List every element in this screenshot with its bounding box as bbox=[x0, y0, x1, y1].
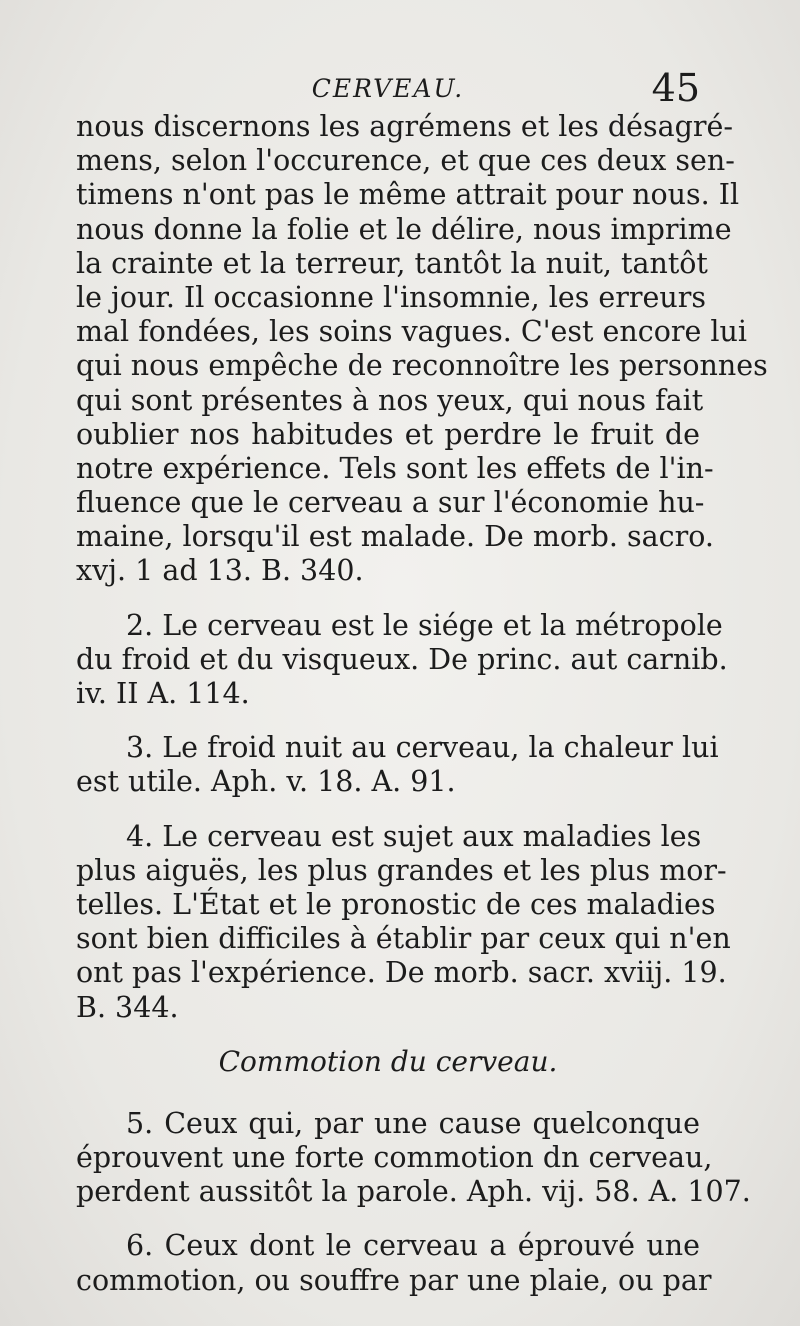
text-line: le jour. Il occasionne l'insomnie, les erreurs bbox=[76, 280, 706, 314]
text-line: fluence que le cerveau a sur l'économie hu- bbox=[76, 486, 705, 520]
text-line: la crainte et la terreur, tantôt la nuit, tantôt bbox=[76, 246, 708, 280]
paragraph-gap bbox=[76, 589, 700, 609]
paragraph-gap bbox=[76, 1079, 700, 1107]
text-line: qui nous empêche de reconnoître les personnes bbox=[76, 349, 768, 383]
paragraph-gap bbox=[76, 711, 700, 731]
text-line: commotion, ou souffre par une plaie, ou par bbox=[76, 1263, 712, 1297]
text-line: notre expérience. Tels sont les effets de l'in- bbox=[76, 451, 714, 485]
text-line: du froid et du visqueux. De princ. aut carnib. bbox=[76, 642, 728, 676]
text-line: 4. Le cerveau est sujet aux maladies les bbox=[126, 819, 702, 853]
paragraph-gap bbox=[76, 1025, 700, 1045]
text-line: sont bien difficiles à établir par ceux qui n'en bbox=[76, 922, 731, 956]
paragraph-gap bbox=[76, 1209, 700, 1229]
text-line: perdent aussitôt la parole. Aph. vij. 58. A. 107. bbox=[76, 1175, 751, 1209]
section-heading: Commotion du cerveau. bbox=[218, 1044, 558, 1078]
page-header bbox=[76, 66, 700, 110]
citation-line: est utile. Aph. v. 18. A. 91. bbox=[76, 765, 456, 799]
text-line: maine, lorsqu'il est malade. De morb. sacro. bbox=[76, 520, 714, 554]
text-line: ont pas l'expérience. De morb. sacr. xviij. 19. bbox=[76, 956, 727, 990]
text-line: 3. Le froid nuit au cerveau, la chaleur lui bbox=[126, 731, 719, 765]
text-line: plus aiguës, les plus grandes et les plus mor- bbox=[76, 853, 727, 887]
text-line: éprouvent une forte commotion dn cerveau, bbox=[76, 1141, 713, 1175]
body-text bbox=[76, 110, 768, 1298]
paragraph-gap bbox=[76, 800, 700, 820]
text-line: telles. L'État et le pronostic de ces maladies bbox=[76, 887, 716, 921]
running-head: CERVEAU. bbox=[311, 74, 465, 103]
page-number: 45 bbox=[651, 66, 700, 110]
text-line: mal fondées, les soins vagues. C'est encore lui bbox=[76, 315, 748, 349]
text-line: nous donne la folie et le délire, nous imprime bbox=[76, 212, 732, 246]
text-line: qui sont présentes à nos yeux, qui nous fait bbox=[76, 383, 704, 417]
citation-line: iv. II A. 114. bbox=[76, 677, 250, 710]
citation-line: xvj. 1 ad 13. B. 340. bbox=[76, 554, 364, 588]
text-line: timens n'ont pas le même attrait pour nous. Il bbox=[76, 178, 740, 212]
citation-line: B. 344. bbox=[76, 990, 179, 1024]
text-line: 2. Le cerveau est le siége et la métropole bbox=[126, 608, 723, 642]
text-line: nous discernons les agrémens et les désagré- bbox=[76, 110, 734, 143]
text-line: mens, selon l'occurence, et que ces deux sen- bbox=[76, 144, 735, 178]
text-line: 6. Ceux dont le cerveau a éprouvé une bbox=[126, 1229, 700, 1263]
text-line: 5. Ceux qui, par une cause quelconque bbox=[126, 1106, 700, 1140]
text-line: oublier nos habitudes et perdre le fruit de bbox=[76, 417, 700, 451]
